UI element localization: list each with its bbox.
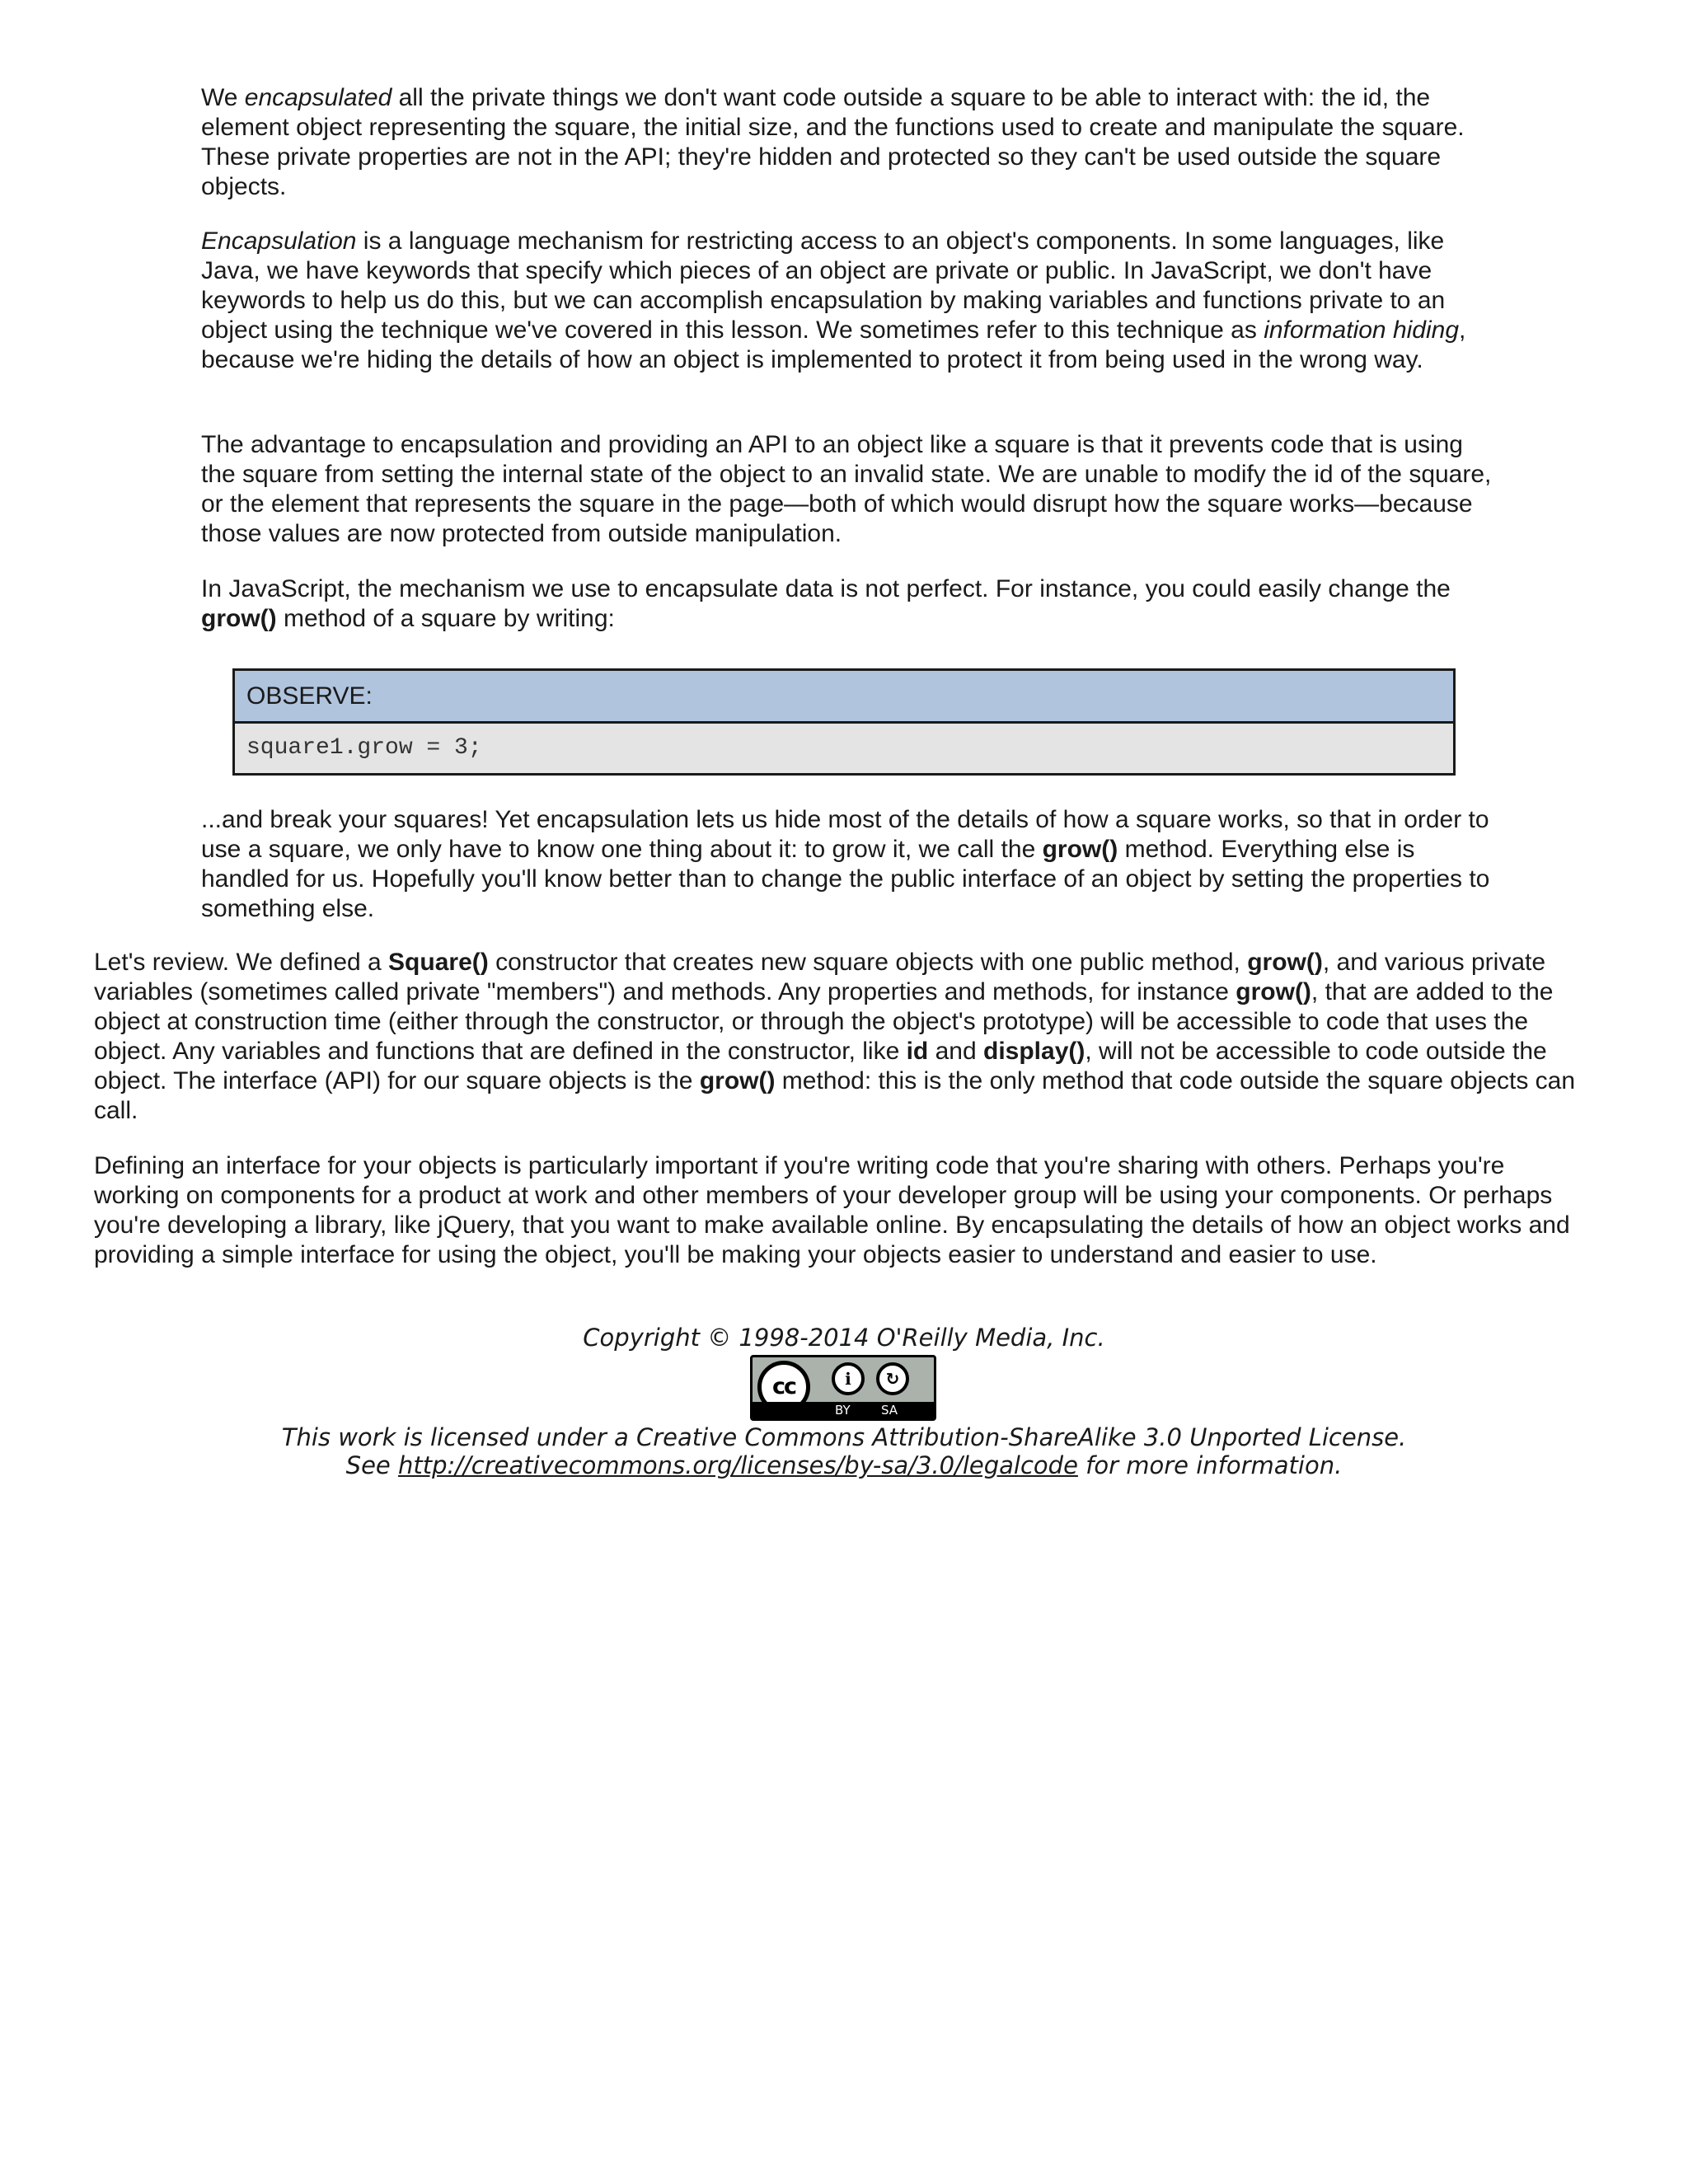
license-link[interactable]: http://creativecommons.org/licenses/by-sa/3.0/legalcode <box>397 1451 1078 1479</box>
paragraph-mechanism <box>201 574 1503 634</box>
text-run: constructor that creates new square objects with one public method, <box>488 949 1248 976</box>
code-term-grow: grow() <box>699 1067 776 1094</box>
text-run: for more information. <box>1077 1451 1343 1479</box>
badge-strip <box>753 1402 934 1418</box>
text-run: and <box>928 1038 983 1065</box>
code-term-id: id <box>906 1038 929 1065</box>
code-term-square: Square() <box>388 949 489 976</box>
license-statement: This work is licensed under a Creative Commons Attribution-ShareAlike 3.0 Unported License. <box>281 1423 1407 1451</box>
paragraph-break-squares <box>201 805 1503 924</box>
text-run: method: this is the only method that code outside the square objects can call. <box>94 1067 1576 1124</box>
code-term-grow: grow() <box>1236 978 1311 1005</box>
code-term-grow: grow() <box>201 605 277 632</box>
text-run: See <box>345 1451 398 1479</box>
text-run: ...and break your squares! Yet encapsulation lets us hide most of the details of how a square works, so that in order to use a square, we only have to know one thing about it: to grow it, we call the <box>201 806 1489 863</box>
share-alike-icon: ↻ <box>876 1362 909 1395</box>
emphasis-information-hiding: information hiding <box>1264 316 1460 344</box>
text-run: method. Everything else is handled for us. Hopefully you'll know better than to change the public interface of an object by setting the properties to something else. <box>201 836 1490 922</box>
paragraph-encapsulation-definition <box>201 227 1503 375</box>
text-run: is a language mechanism for restricting access to an object's components. In some languages, like Java, we have keywords that specify which pieces of an object are private or public. In JavaScript, we don't have keywords to help us do this, but we can accomplish encapsulation by making variables and functions private to an object using the technique we've covered in this lesson. We sometimes refer to this technique as <box>201 227 1446 344</box>
text-run: We <box>201 84 245 111</box>
emphasis-encapsulation: Encapsulation <box>201 227 357 255</box>
code-term-grow: grow() <box>1247 949 1323 976</box>
code-term-grow: grow() <box>1042 836 1118 863</box>
copyright-notice: Copyright © 1998-2014 O'Reilly Media, Inc. <box>583 1324 1105 1352</box>
cc-license-badge[interactable] <box>750 1355 936 1421</box>
emphasis-encapsulated: encapsulated <box>244 84 392 111</box>
paragraph-review <box>94 948 1594 1126</box>
license-link-line <box>0 1451 1688 1479</box>
text-run: Let's review. We defined a <box>94 949 389 976</box>
attribution-icon: ℹ <box>832 1362 865 1395</box>
text-run: , and various private variables (sometimes called private "members") and methods. Any properties and methods, for instance <box>94 949 1546 1005</box>
observe-code: square1.grow = 3; <box>235 724 1453 773</box>
by-label: BY <box>835 1403 851 1418</box>
text-run: , will not be accessible to code outside the object. The interface (API) for our square objects is the <box>94 1038 1547 1094</box>
paragraph-defining-interface: Defining an interface for your objects is particularly important if you're writing code that you're sharing with others. Perhaps you're working on components for a product at work and other members of your developer group will be using your components. Or perhaps you're developing a library, like jQuery, that you want to make available online. By encapsulating the details of how an object works and providing a simple interface for using the object, you'll be making your objects easier to understand and easier to use. <box>94 1152 1570 1268</box>
text-run: In JavaScript, the mechanism we use to encapsulate data is not perfect. For instance, you could easily change the <box>201 575 1451 602</box>
sa-label: SA <box>881 1403 898 1418</box>
text-run: , because we're hiding the details of how an object is implemented to protect it from being used in the wrong way. <box>201 316 1466 373</box>
observe-header: OBSERVE: <box>235 671 1453 724</box>
text-run: all the private things we don't want code outside a square to be able to interact with: the id, the element object representing the square, the initial size, and the functions used to create and manipulate the square. These private properties are not in the API; they're hidden and protected so they can't be used outside the square objects. <box>201 84 1465 200</box>
paragraph-encapsulated <box>201 83 1503 202</box>
paragraph-advantage: The advantage to encapsulation and providing an API to an object like a square is that it prevents code that is using the square from setting the internal state of the object to an invalid state. We are unable to modify the id of the square, or the element that represents the square in the page—both of which would disrupt how the square works—because those values are now protected from outside manipulation. <box>201 431 1492 547</box>
observe-box <box>232 668 1456 776</box>
text-run: method of a square by writing: <box>276 605 615 632</box>
cc-icon: cc <box>757 1361 810 1413</box>
text-run: , that are added to the object at construction time (either through the constructor, or through the object's prototype) will be accessible to code that uses the object. Any variables and functions that are defined in the constructor, like <box>94 978 1554 1065</box>
code-term-display: display() <box>983 1038 1085 1065</box>
